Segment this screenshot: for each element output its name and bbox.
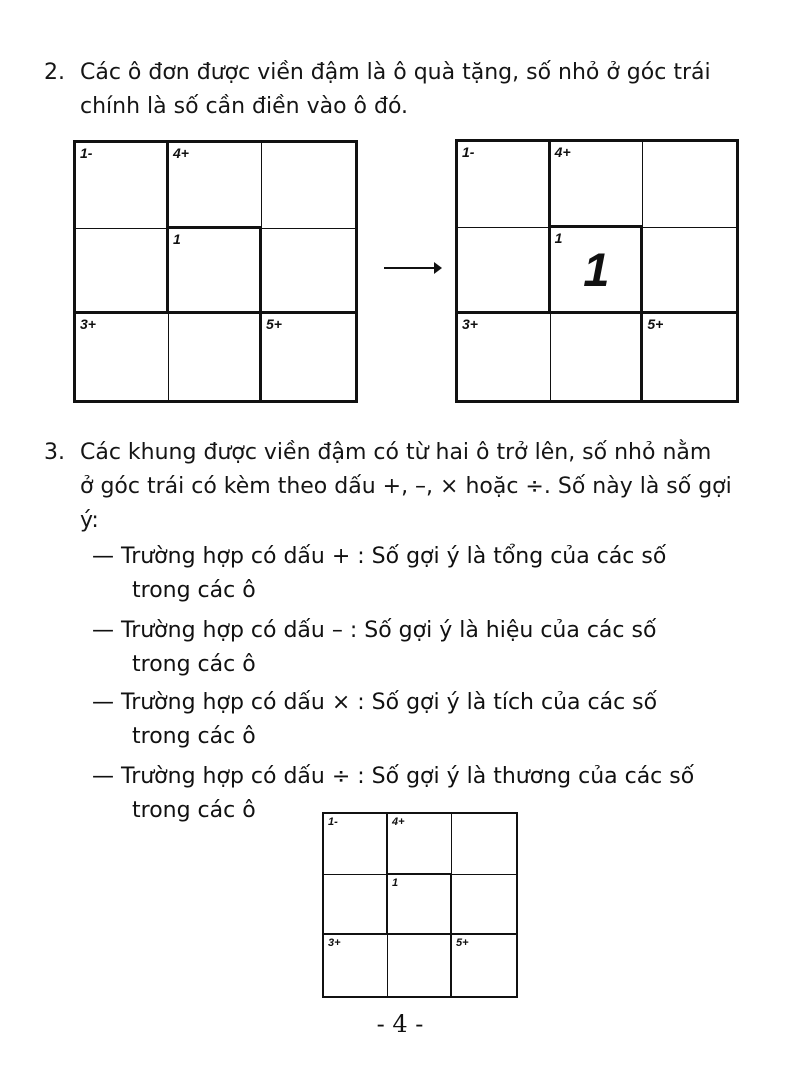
arrow-right-icon <box>382 258 442 278</box>
puzzle-grid-example <box>322 812 518 998</box>
grid-cell <box>643 142 736 228</box>
grid-cell <box>452 875 516 936</box>
bullet-sum <box>92 540 666 608</box>
bullet-text: — Trường hợp có dấu × : Số gợi ý là tích của các số <box>92 690 658 715</box>
puzzle-grid-after <box>455 139 739 403</box>
cage-clue: 1- <box>462 144 475 160</box>
section-number: 2. <box>44 60 65 85</box>
grid-cell <box>458 228 551 314</box>
cage-clue: 3+ <box>80 316 96 333</box>
bullet-continuation: trong các ô <box>132 798 256 823</box>
grid-cell <box>643 228 736 314</box>
filled-value: 1 <box>583 242 610 296</box>
cage-clue: 4+ <box>173 145 189 161</box>
cage-clue: 4+ <box>554 144 571 160</box>
section-2-line-1: Các ô đơn được viền đậm là ô quà tặng, số nhỏ ở góc trái <box>80 60 711 85</box>
bullet-text: — Trường hợp có dấu ÷ : Số gợi ý là thương của các số <box>92 764 695 789</box>
cage-clue: 3+ <box>462 316 478 332</box>
cage-clue: 1- <box>328 816 338 828</box>
grid-cell <box>324 875 388 936</box>
section-2-line-2: chính là số cần điền vào ô đó. <box>80 94 409 119</box>
bullet-continuation: trong các ô <box>132 578 256 603</box>
bullet-text: — Trường hợp có dấu + : Số gợi ý là tổng của các số <box>92 544 667 569</box>
section-3-line-1: Các khung được viền đậm có từ hai ô trở lên, số nhỏ nằm <box>80 440 712 465</box>
grid-cell <box>169 229 262 315</box>
cage-clue: 5+ <box>456 937 469 950</box>
puzzle-grid-before <box>73 140 358 403</box>
cage-clue: 3+ <box>328 937 341 950</box>
bullet-product <box>92 686 657 754</box>
cage-clue: 1 <box>392 876 399 889</box>
cage-clue: 1 <box>554 230 563 246</box>
bullet-difference <box>92 614 656 682</box>
section-3-paragraph <box>44 436 764 538</box>
cage-clue: 1- <box>80 145 93 161</box>
section-3-line-2: ở góc trái có kèm theo dấu +, –, × hoặc ÷. Số này là số gợi <box>80 474 732 499</box>
grid-cell <box>551 314 644 400</box>
bullet-text: — Trường hợp có dấu – : Số gợi ý là hiệu của các số <box>92 618 657 643</box>
page-number: - 4 - <box>376 1010 424 1038</box>
grid-cell <box>169 314 262 400</box>
section-2-paragraph <box>44 56 764 124</box>
grid-cell <box>262 143 355 229</box>
cage-clue: 5+ <box>647 316 664 332</box>
cage-clue: 1 <box>173 230 181 247</box>
grid-cell <box>262 229 355 315</box>
cage-clue: 4+ <box>392 816 405 828</box>
section-number: 3. <box>44 440 65 465</box>
grid-cell <box>452 814 516 875</box>
cage-clue: 5+ <box>266 316 282 333</box>
grid-cell <box>76 229 169 315</box>
grid-cell <box>388 935 452 996</box>
bullet-continuation: trong các ô <box>132 724 256 749</box>
section-3-line-3: ý: <box>80 508 99 533</box>
bullet-continuation: trong các ô <box>132 652 256 677</box>
